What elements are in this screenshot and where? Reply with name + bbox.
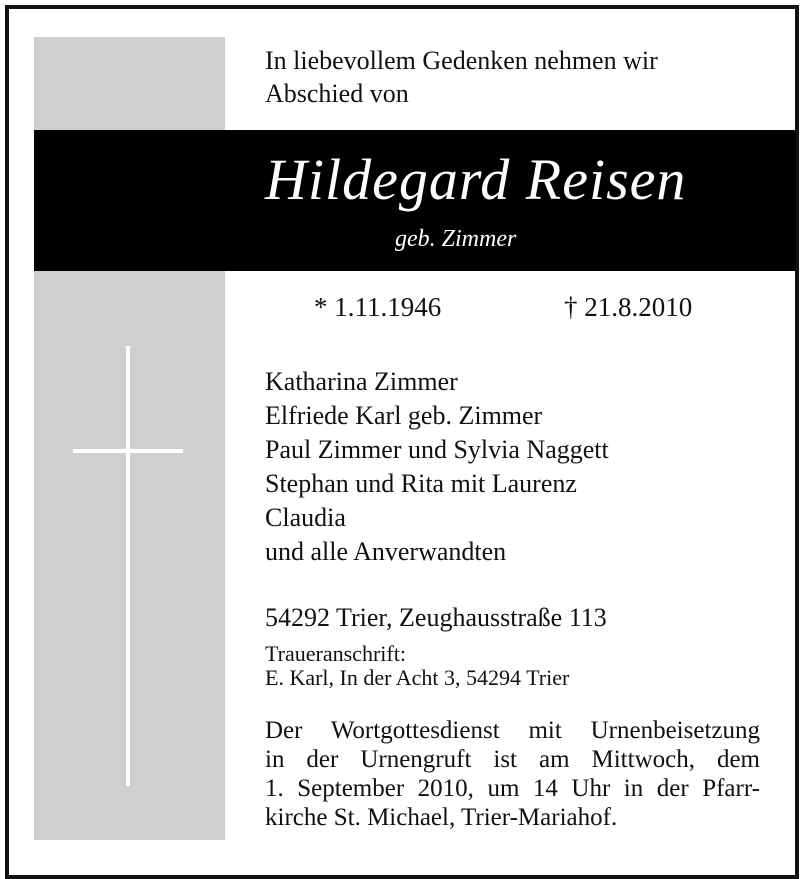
mourner-item: Claudia bbox=[265, 503, 346, 532]
deceased-name: Hildegard Reisen bbox=[265, 147, 687, 212]
mourner-item: Elfriede Karl geb. Zimmer bbox=[265, 401, 543, 430]
mourner-item: Paul Zimmer und Sylvia Naggett bbox=[265, 435, 609, 464]
mourning-contact bbox=[265, 642, 569, 690]
intro-line-1: In liebevollem Gedenken nehmen wir bbox=[265, 46, 658, 75]
service-line: 1. September 2010, um 14 Uhr in der Pfarr- bbox=[265, 775, 760, 802]
contact-label: Traueranschrift: bbox=[265, 641, 406, 666]
cross-icon bbox=[126, 346, 130, 786]
death-date: † 21.8.2010 bbox=[564, 292, 693, 322]
intro-line-2: Abschied von bbox=[265, 79, 409, 108]
mourner-item: Stephan und Rita mit Laurenz bbox=[265, 469, 577, 498]
birth-date: * 1.11.1946 bbox=[314, 292, 442, 322]
mourner-item: und alle Anverwandten bbox=[265, 537, 507, 566]
cross-icon-crossbar bbox=[73, 449, 183, 453]
maiden-name: geb. Zimmer bbox=[395, 226, 517, 252]
service-line: Der Wortgottesdienst mit Urnenbeisetzung bbox=[265, 717, 760, 744]
intro-text bbox=[265, 44, 760, 110]
service-line: in der Urnengruft ist am Mittwoch, dem bbox=[265, 746, 760, 773]
mourners-list bbox=[265, 365, 609, 569]
mourner-item: Katharina Zimmer bbox=[265, 367, 458, 396]
service-line: kirche St. Michael, Trier-Mariahof. bbox=[265, 804, 618, 831]
service-notice bbox=[265, 716, 760, 832]
contact-address: E. Karl, In der Acht 3, 54294 Trier bbox=[265, 665, 570, 690]
residence-address: 54292 Trier, Zeughausstraße 113 bbox=[265, 603, 607, 632]
